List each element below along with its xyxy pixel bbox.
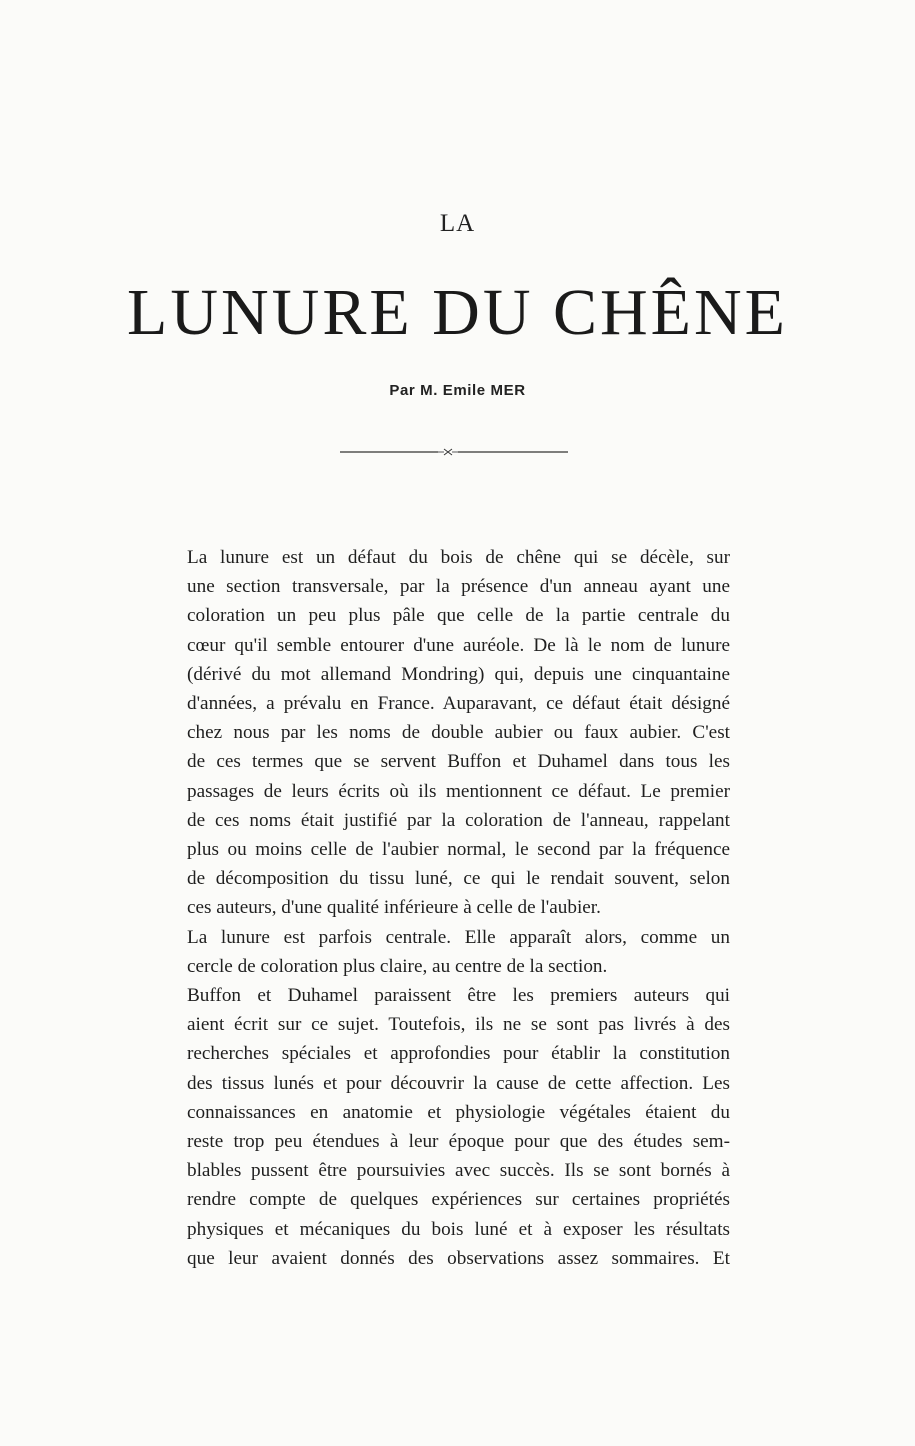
text-line: aient écrit sur ce sujet. Toutefois, ils ne se sont pas livrés à des [187, 1014, 730, 1036]
page-title: LUNURE DU CHÊNE [127, 276, 788, 349]
text-line: de décomposition du tissu luné, ce qui le rendait souvent, selon [187, 868, 730, 890]
text-line: La lunure est parfois centrale. Elle apparaît alors, comme un [187, 926, 730, 948]
text-line: de ces termes que se servent Buffon et Duhamel dans tous les [187, 751, 730, 773]
text-line: chez nous par les noms de double aubier ou faux aubier. C'est [187, 722, 730, 744]
text-line: La lunure est un défaut du bois de chêne qui se décèle, sur [187, 547, 730, 568]
text-line: de ces noms était justifié par la coloration de l'anneau, rappelant [187, 809, 730, 831]
text-line: que leur avaient donnés des observations assez sommaires. Et [187, 1247, 730, 1269]
text-line: cercle de coloration plus claire, au centre de la section. [187, 955, 608, 977]
body-text [167, 543, 730, 1273]
text-line: reste trop peu étendues à leur époque pour que des études sem- [187, 1131, 730, 1153]
paragraph-3 [167, 981, 730, 1273]
text-line: rendre compte de quelques expériences sur certaines propriétés [187, 1189, 730, 1211]
text-line: physiques et mécaniques du bois luné et à exposer les résultats [187, 1218, 730, 1240]
text-line: coloration un peu plus pâle que celle de la partie centrale du [187, 605, 730, 627]
text-line: d'années, a prévalu en France. Auparavant, ce défaut était désigné [187, 693, 730, 715]
text-line: blables pussent être poursuivies avec succès. Ils se sont bornés à [187, 1160, 730, 1182]
text-line: passages de leurs écrits où ils mentionnent ce défaut. Le premier [187, 780, 730, 802]
text-line: cœur qu'il semble entourer d'une auréole. De là le nom de lunure [187, 634, 730, 656]
text-line: des tissus lunés et pour découvrir la cause de cette affection. Les [187, 1072, 730, 1094]
text-line: (dérivé du mot allemand Mondring) qui, depuis une cinquantaine [187, 663, 730, 685]
text-line: une section transversale, par la présence d'un anneau ayant une [187, 576, 730, 598]
text-line: connaissances en anatomie et physiologie végétales étaient du [187, 1101, 730, 1123]
text-line: ces auteurs, d'une qualité inférieure à celle de l'aubier. [187, 897, 601, 919]
paragraph-2 [167, 923, 730, 981]
author-byline: Par M. Emile MER [389, 382, 526, 399]
text-line: Buffon et Duhamel paraissent être les premiers auteurs qui [187, 985, 730, 1007]
paragraph-1 [167, 543, 730, 923]
text-line: plus ou moins celle de l'aubier normal, le second par la fréquence [187, 839, 730, 861]
text-line: recherches spéciales et approfondies pour établir la constitution [187, 1043, 730, 1065]
supertitle: LA [439, 210, 476, 237]
ornament-divider [340, 446, 568, 458]
